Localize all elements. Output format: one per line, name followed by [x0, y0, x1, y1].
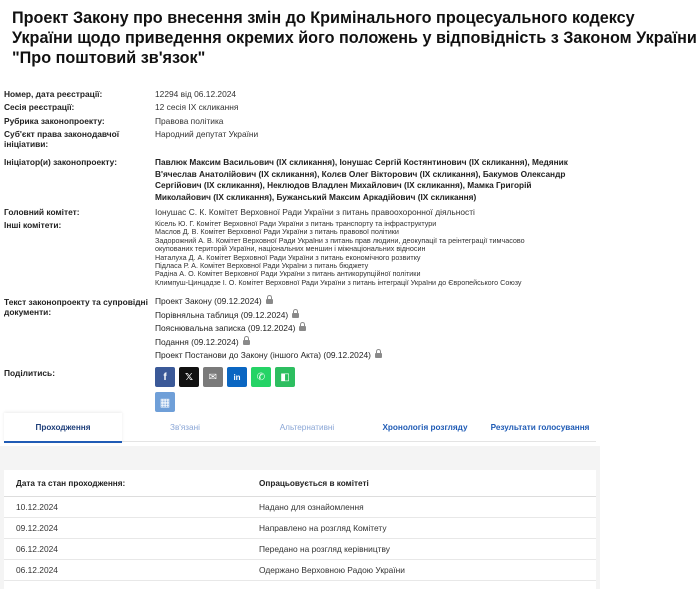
col-committee-header: Опрацьовується в комітеті [259, 479, 369, 488]
wechat-share-icon[interactable]: ◧ [275, 367, 295, 387]
x-share-icon[interactable]: 𝕏 [179, 367, 199, 387]
committee-item: Маслов Д. В. Комітет Верховної Ради України з питань правової політики [155, 227, 399, 237]
document-link-label: Проект Закону (09.12.2024) [155, 296, 262, 306]
rubric-label: Рубрика законопроекту: [4, 116, 105, 126]
committee-item: Задорожний А. В. Комітет Верховної Ради України з питань прав людини, деокупації та реінтеграції тимчасово [155, 235, 525, 245]
number-label: Номер, дата реєстрації: [4, 89, 103, 99]
lock-icon [243, 340, 250, 345]
table-header [4, 470, 596, 497]
page-title [12, 8, 697, 68]
document-link[interactable] [155, 310, 382, 324]
subject-label [4, 129, 119, 149]
row-date: 06.12.2024 [16, 565, 58, 575]
document-link[interactable] [155, 296, 382, 310]
session-label: Сесія реєстрації: [4, 102, 75, 112]
table-row [4, 497, 596, 518]
docs-label-line-1: Текст законопроекту та супровідні [4, 297, 148, 307]
title-line-2: України щодо приведення окремих його положень у відповідність з Законом України [12, 29, 697, 47]
docs-label-line-2: документи: [4, 307, 52, 317]
document-link[interactable] [155, 350, 382, 364]
subject-label-line-2: ініціативи: [4, 139, 49, 149]
email-share-icon[interactable]: ✉ [203, 367, 223, 387]
committee-item: Радіна А. О. Комітет Верховної Ради України з питань антикорупційної політики [155, 269, 421, 279]
subject-label-line-1: Суб'єкт права законодавчої [4, 129, 120, 139]
committee-item: окупованих територій України, національних меншин і міжнаціональних відносин [155, 244, 426, 254]
tab-bar [4, 413, 596, 442]
document-link-label: Подання (09.12.2024) [155, 336, 239, 347]
share-label: Поділитись: [4, 368, 55, 378]
committee-item: Климпуш-Цинцадзе І. О. Комітет Верховної Ради України з питань інтеграції України до Європейського Союзу [155, 277, 522, 287]
docs-label [4, 297, 148, 317]
session-value: 12 сесія IX скликання [155, 102, 239, 112]
documents-list [155, 296, 382, 364]
tab-passage[interactable]: Проходження [4, 413, 122, 443]
document-link[interactable] [155, 323, 382, 337]
row-date: 10.12.2024 [16, 502, 58, 512]
lock-icon [292, 313, 299, 318]
table-row [4, 539, 596, 560]
more-share-icon[interactable]: ▦ [155, 392, 175, 412]
other-committees-label: Інші комітети: [4, 220, 62, 230]
whatsapp-share-icon[interactable]: ✆ [251, 367, 271, 387]
initiators-value[interactable]: Павлюк Максим Васильович (IX скликання), Іонушас Сергій Костянтинович (IX скликання), Медяник В'ячеслав Анатолійович (IX скликання), Колєв Олег Вікторович (IX скликання), Бакумов Олександр Сергійович (IX скликання), Неклюдов Владлен Михайлович (IX скликання), Мамка Григорій Миколайович (IX скликання), Бужанський Максим Аркадійович (IX скликання) [155, 157, 568, 202]
row-date: 09.12.2024 [16, 523, 58, 533]
committee-item: Кісель Ю. Г. Комітет Верховної Ради України з питань транспорту та інфраструктури [155, 219, 437, 228]
other-committees-list [155, 220, 595, 287]
committee-item: Натaлуха Д. А. Комітет Верховної Ради України з питань економічного розвитку [155, 252, 421, 262]
document-link[interactable] [155, 337, 382, 351]
row-status: Передано на розгляд керівництву [259, 544, 390, 554]
initiators-label: Ініціатор(и) законопроекту: [4, 157, 117, 167]
subject-value: Народний депутат України [155, 129, 259, 139]
document-link-label: Пояснювальна записка (09.12.2024) [155, 323, 296, 334]
tab-voting-results[interactable]: Результати голосування [490, 422, 590, 432]
title-line-3: "Про поштовий зв'язок" [12, 49, 206, 67]
tab-chronology[interactable]: Хронологія розгляду [382, 422, 468, 432]
main-committee-label: Головний комітет: [4, 207, 80, 217]
committee-item: Підласа Р. А. Комітет Верховної Ради України з питань бюджету [155, 261, 369, 271]
facebook-share-icon[interactable]: f [155, 367, 175, 387]
lock-icon [299, 326, 306, 331]
tab-related[interactable]: Зв'язані [170, 422, 200, 432]
col-date-header: Дата та стан проходження: [16, 479, 126, 488]
share-buttons [155, 367, 295, 387]
row-date: 06.12.2024 [16, 544, 58, 554]
lock-icon [266, 299, 273, 304]
document-link-label: Порівняльна таблиця (09.12.2024) [155, 309, 289, 320]
table-row [4, 518, 596, 539]
passage-table [4, 470, 596, 589]
tab-alternative[interactable]: Альтернативні [279, 422, 335, 432]
linkedin-share-icon[interactable]: in [227, 367, 247, 387]
row-status: Одержано Верховною Радою України [259, 565, 405, 575]
row-status: Надано для ознайомлення [259, 502, 364, 512]
document-link-label: Проект Постанови до Закону (іншого Акта) (09.12.2024) [155, 350, 371, 361]
lock-icon [375, 353, 382, 358]
title-line-1: Проект Закону про внесення змін до Кримінального процесуального кодексу [12, 9, 635, 27]
rubric-value: Правова політика [155, 116, 224, 126]
row-status: Направлено на розгляд Комітету [259, 523, 387, 533]
number-value: 12294 від 06.12.2024 [155, 89, 237, 99]
table-row [4, 560, 596, 581]
main-committee-value: Іонушас С. К. Комітет Верховної Ради України з питань правоохоронної діяльності [155, 207, 475, 217]
